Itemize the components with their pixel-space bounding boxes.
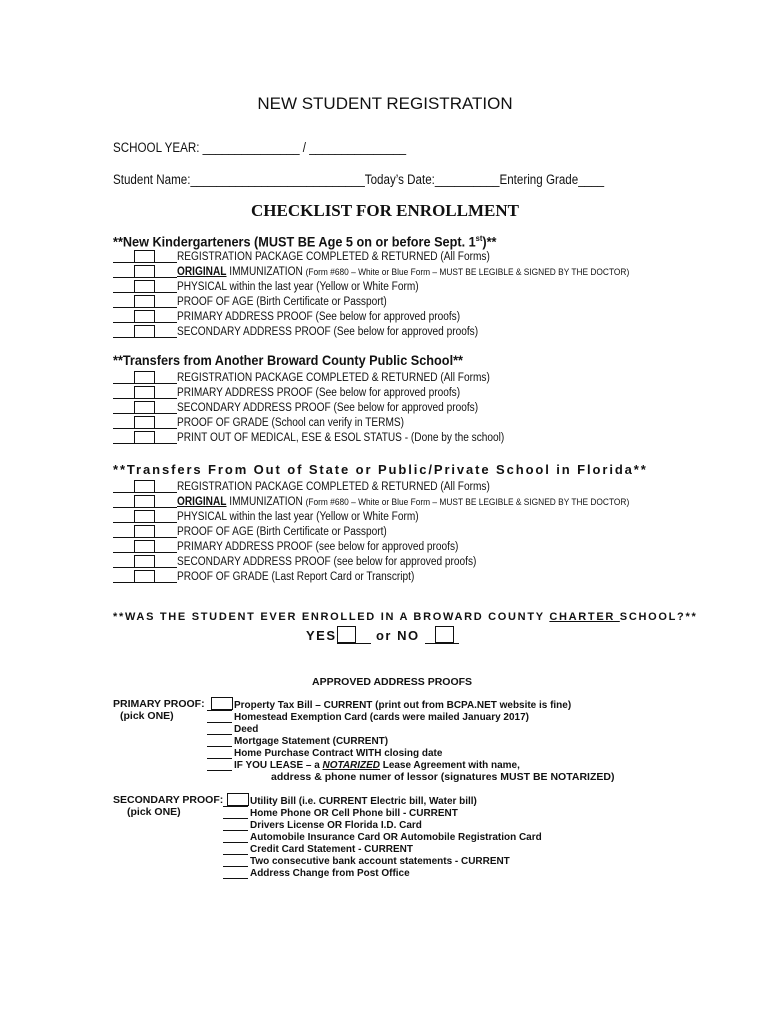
blank-line (207, 722, 232, 723)
blank-line (223, 866, 248, 867)
checkbox[interactable] (134, 431, 155, 444)
checkbox[interactable] (134, 401, 155, 414)
no-label: NO (397, 628, 420, 643)
blank-line (223, 806, 248, 807)
approved-proofs-heading: APPROVED ADDRESS PROOFS (312, 676, 473, 688)
checkbox[interactable] (134, 525, 155, 538)
blank-line (223, 830, 248, 831)
blank-line (207, 734, 232, 735)
yes-answer-blank[interactable] (337, 626, 371, 644)
checklist-heading: CHECKLIST FOR ENROLLMENT (251, 201, 519, 220)
school-year-field[interactable]: SCHOOL YEAR: _______________ / _______________ (113, 140, 407, 155)
checkbox[interactable] (134, 555, 155, 568)
blank-line (223, 842, 248, 843)
secondary-proof-sub: (pick ONE) (127, 806, 181, 818)
charter-answer-row (306, 626, 459, 644)
yes-label: YES (306, 628, 337, 643)
charter-question: **WAS THE STUDENT EVER ENROLLED IN A BROWARD COUNTY CHARTER SCHOOL?** (113, 611, 698, 623)
blank-line (223, 854, 248, 855)
or-label: or (370, 628, 398, 643)
blank-line (207, 746, 232, 747)
yes-checkbox[interactable] (337, 626, 356, 643)
checkbox[interactable] (134, 386, 155, 399)
checkbox[interactable] (134, 480, 155, 493)
blank-line (223, 878, 248, 879)
original-emphasis: ORIGINAL (177, 266, 227, 278)
checkbox[interactable] (211, 697, 233, 710)
section-heading-kindergarten: **New Kindergarteners (MUST BE Age 5 on or before Sept. 1st)** (113, 234, 497, 250)
notarized-emphasis: NOTARIZED (322, 759, 380, 771)
blank-line (223, 818, 248, 819)
checkbox[interactable] (134, 540, 155, 553)
checkbox[interactable] (134, 416, 155, 429)
checkbox[interactable] (134, 280, 155, 293)
primary-proof-sub: (pick ONE) (120, 710, 174, 722)
primary-proof-label: PRIMARY PROOF: (113, 698, 205, 710)
checkbox[interactable] (134, 510, 155, 523)
blank-line (207, 758, 232, 759)
page-title: NEW STUDENT REGISTRATION (257, 94, 513, 113)
student-info-line[interactable]: Student Name:___________________________Today’s Date:__________Entering Grade____ (113, 172, 605, 187)
section-heading-broward-transfer: **Transfers from Another Broward County Public School** (113, 353, 463, 368)
checkbox[interactable] (134, 570, 155, 583)
checkbox[interactable] (134, 310, 155, 323)
checkbox[interactable] (134, 325, 155, 338)
checkbox[interactable] (134, 295, 155, 308)
checkbox[interactable] (134, 495, 155, 508)
checkbox[interactable] (134, 265, 155, 278)
checkbox[interactable] (134, 371, 155, 384)
secondary-proof-label: SECONDARY PROOF: (113, 794, 224, 806)
blank-line (207, 770, 232, 771)
checkbox[interactable] (134, 250, 155, 263)
original-emphasis: ORIGINAL (177, 496, 227, 508)
lease-continuation: address & phone numer of lessor (signatures MUST BE NOTARIZED) (271, 771, 615, 783)
blank-line (207, 710, 232, 711)
checkbox[interactable] (227, 793, 249, 806)
section-heading-out-of-state: **Transfers From Out of State or Public/Private School in Florida** (113, 462, 648, 477)
no-answer-blank[interactable] (425, 626, 459, 644)
no-checkbox[interactable] (435, 626, 454, 643)
